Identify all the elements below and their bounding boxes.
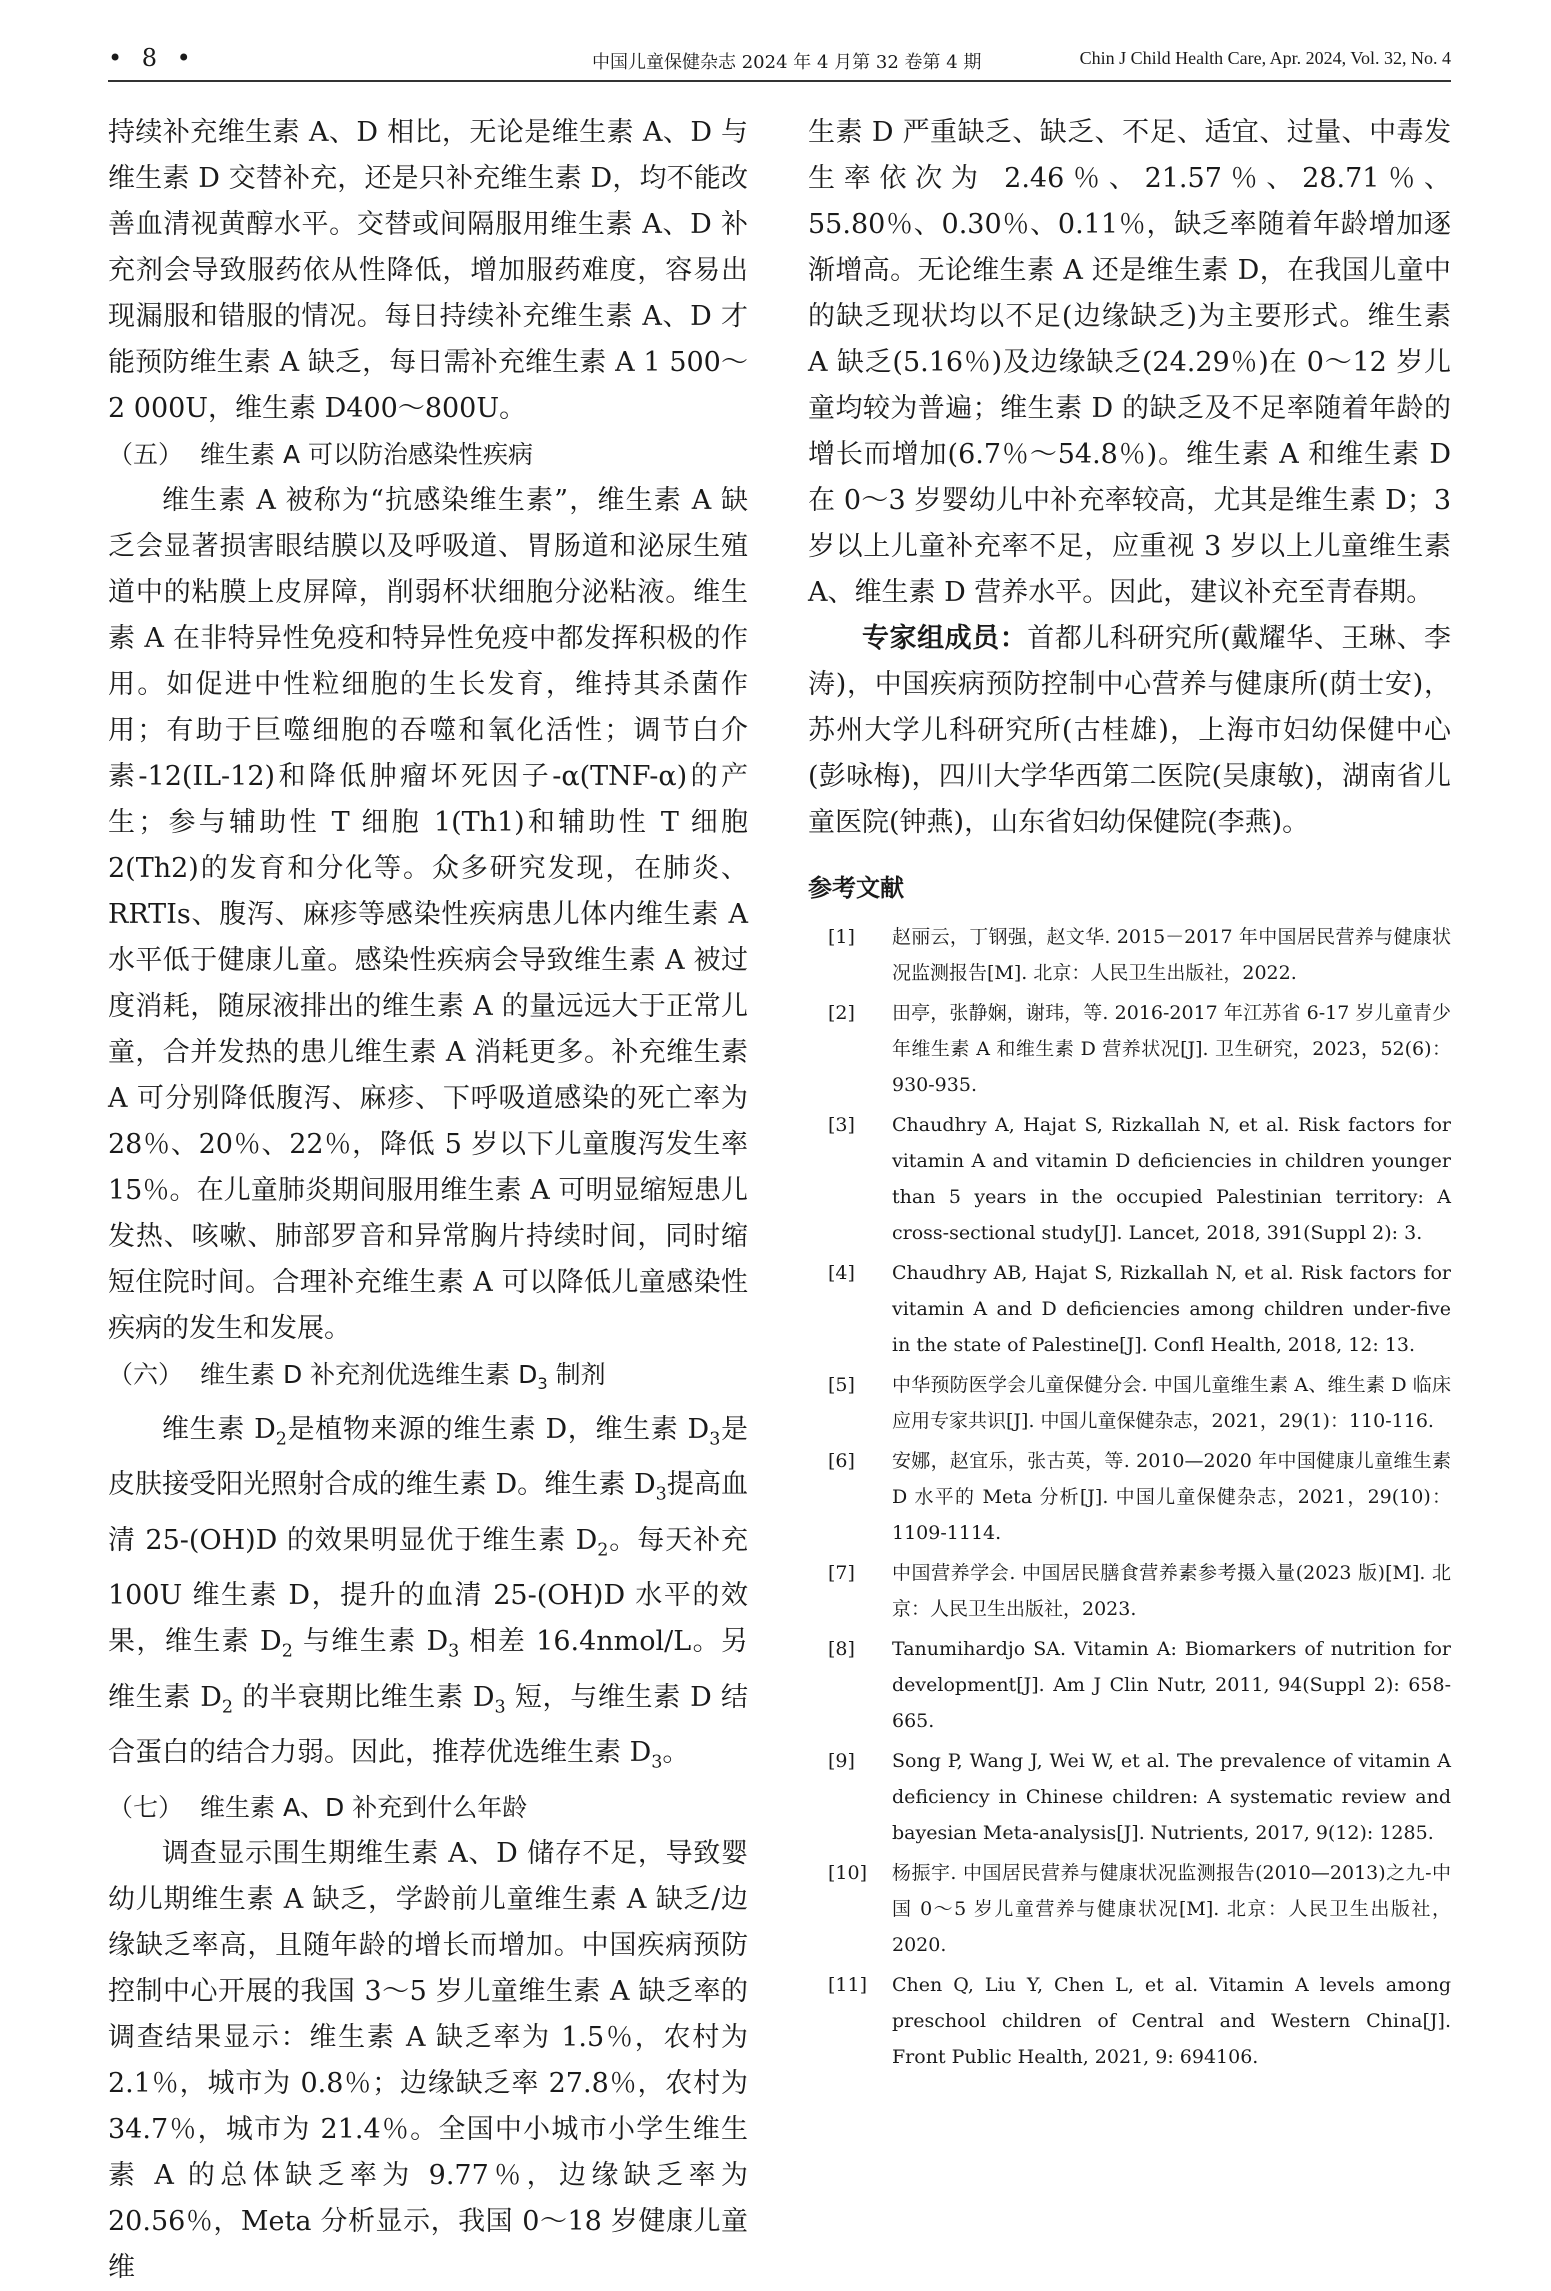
reference-number: [11] (828, 1974, 868, 1996)
reference-list (808, 919, 1451, 2075)
reference-text: 安娜，赵宜乐，张古英，等. 2010—2020 年中国健康儿童维生素 D 水平的 Meta 分析[J]. 中国儿童保健杂志，2021，29(10)：1109-1114. (892, 1450, 1451, 1544)
text-run: 相差 16.4nmol/L。另维生素 D (108, 1626, 748, 1713)
section-heading (108, 1785, 748, 1831)
left-column (108, 110, 748, 2291)
journal-title-cn: 中国儿童保健杂志 2024 年 4 月第 32 卷第 4 期 (592, 52, 982, 73)
reference-item (808, 1443, 1451, 1551)
reference-number: [9] (828, 1750, 855, 1772)
reference-number: [5] (828, 1374, 855, 1396)
reference-text: 赵丽云，丁钢强，赵文华. 2015－2017 年中国居民营养与健康状况监测报告[M]. 北京：人民卫生出版社，2022. (892, 926, 1451, 984)
subscript: 2 (275, 1429, 287, 1450)
reference-item (808, 1367, 1451, 1439)
subscript: 3 (655, 1484, 667, 1505)
section-title-suffix: 制剂 (547, 1360, 606, 1389)
section-heading (108, 1352, 748, 1407)
reference-text: 中华预防医学会儿童保健分会. 中国儿童维生素 A、维生素 D 临床应用专家共识[J]. 中国儿童保健杂志，2021，29(1)：110-116. (892, 1374, 1451, 1432)
subscript: 2 (597, 1540, 609, 1561)
text-run: 是皮肤接受阳光照射合成的维生素 D。维生素 D (108, 1414, 748, 1501)
reference-item (808, 1107, 1451, 1251)
reference-item (808, 1555, 1451, 1627)
text-run: 提高血清 25-(OH)D 的效果明显优于维生素 D (108, 1469, 749, 1556)
reference-number: [10] (828, 1862, 868, 1884)
reference-text: Song P, Wang J, Wei W, et al. The prevalence of vitamin A deficiency in Chinese children: A systematic review and bayesian Meta-analysis[J]. Nutrients, 2017, 9(12): 1285. (892, 1750, 1451, 1844)
reference-text: Chaudhry A, Hajat S, Rizkallah N, et al. Risk factors for vitamin A and vitamin D deficiencies in children younger than 5 years in the occupied Palestinian territory: A cross-sectional study[J]. Lancet, 2018, 391(Suppl 2): 3. (892, 1114, 1451, 1244)
paragraph: 调查显示围生期维生素 A、D 储存不足，导致婴幼儿期维生素 A 缺乏，学龄前儿童维生素 A 缺乏/边缘缺乏率高，且随年龄的增长而增加。中国疾病预防控制中心开展的我国 3～5 岁儿童维生素 A 缺乏率的调查结果显示：维生素 A 缺乏率为 1.5％，农村为 2.1％，城市为 0.8％；边缘缺乏率 27.8％，农村为 34.7％，城市为 21.4％。全国中小城市小学生维生素 A 的总体缺乏率为 9.77％，边缘缺乏率为 20.56％，Meta 分析显示，我国 0～18 岁健康儿童维 (108, 1838, 748, 2284)
reference-item (808, 1631, 1451, 1739)
reference-text: 田亭，张静娴，谢玮，等. 2016-2017 年江苏省 6-17 岁儿童青少年维生素 A 和维生素 D 营养状况[J]. 卫生研究，2023，52(6)：930-935. (892, 1002, 1451, 1096)
expert-text: 首都儿科研究所(戴耀华、王琳、李涛)，中国疾病预防控制中心营养与健康所(荫士安)，苏州大学儿科研究所(古桂雄)，上海市妇幼保健中心(彭咏梅)，四川大学华西第二医院(吴康敏)，湖南省儿童医院(钟燕)，山东省妇幼保健院(李燕)。 (808, 623, 1451, 838)
journal-title-en: Chin J Child Health Care, Apr. 2024, Vol. 32, No. 4 (1079, 48, 1451, 68)
subscript: 3 (448, 1641, 460, 1662)
subscript: 3 (537, 1374, 548, 1393)
section-title: 维生素 A 可以防治感染性疾病 (200, 440, 533, 469)
paragraph: 生素 D 严重缺乏、缺乏、不足、适宜、过量、中毒发生率依次为 2.46％、21.57％、28.71％、55.80％、0.30％、0.11％，缺乏率随着年龄增加逐渐增高。无论维生素 A 还是维生素 D，在我国儿童中的缺乏现状均以不足(边缘缺乏)为主要形式。维生素 A 缺乏(5.16％)及边缘缺乏(24.29％)在 0～12 岁儿童均较为普遍；维生素 D 的缺乏及不足率随着年龄的增长而增加(6.7％～54.8％)。维生素 A 和维生素 D 在 0～3 岁婴幼儿中补充率较高，尤其是维生素 D；3 岁以上儿童补充率不足，应重视 3 岁以上儿童维生素 A、维生素 D 营养水平。因此，建议补充至青春期。 (808, 117, 1451, 608)
reference-number: [1] (828, 926, 855, 948)
paragraph: 持续补充维生素 A、D 相比，无论是维生素 A、D 与维生素 D 交替补充，还是只补充维生素 D，均不能改善血清视黄醇水平。交替或间隔服用维生素 A、D 补充剂会导致服药依从性降低，增加服药难度，容易出现漏服和错服的情况。每日持续补充维生素 A、D 才能预防维生素 A 缺乏，每日需补充维生素 A 1 500～2 000U，维生素 D400～800U。 (108, 117, 748, 424)
text-run: 。 (662, 1736, 690, 1768)
text-run: 的半衰期比维生素 D (233, 1681, 495, 1713)
references-heading: 参考文献 (808, 874, 904, 902)
reference-item (808, 1255, 1451, 1363)
reference-item (808, 919, 1451, 991)
paragraph: 维生素 A 被称为“抗感染维生素”，维生素 A 缺乏会显著损害眼结膜以及呼吸道、胃肠道和泌尿生殖道中的粘膜上皮屏障，削弱杯状细胞分泌粘液。维生素 A 在非特异性免疫和特异性免疫中都发挥积极的作用。如促进中性粒细胞的生长发育，维持其杀菌作用；有助于巨噬细胞的吞噬和氧化活性；调节白介素-12(IL-12)和降低肿瘤坏死因子-α(TNF-α)的产生；参与辅助性 T 细胞 1(Th1)和辅助性 T 细胞 2(Th2)的发育和分化等。众多研究发现，在肺炎、RRTIs、腹泻、麻疹等感染性疾病患儿体内维生素 A 水平低于健康儿童。感染性疾病会导致维生素 A 被过度消耗，随尿液排出的维生素 A 的量远远大于正常儿童，合并发热的患儿维生素 A 消耗更多。补充维生素 A 可分别降低腹泻、麻疹、下呼吸道感染的死亡率为 28％、20％、22％，降低 5 岁以下儿童腹泻发生率 15％。在儿童肺炎期间服用维生素 A 可明显缩短患儿发热、咳嗽、肺部罗音和异常胸片持续时间，同时缩短住院时间。合理补充维生素 A 可以降低儿童感染性疾病的发生和发展。 (108, 485, 748, 1344)
section-title: 维生素 D 补充剂优选维生素 D (200, 1360, 538, 1389)
right-column (808, 110, 1451, 2079)
subscript: 3 (709, 1429, 721, 1450)
reference-text: Chaudhry AB, Hajat S, Rizkallah N, et al. Risk factors for vitamin A and D deficiencies among children under-five in the state of Palestine[J]. Confl Health, 2018, 12: 13. (892, 1262, 1451, 1356)
reference-number: [3] (828, 1114, 855, 1136)
reference-text: 中国营养学会. 中国居民膳食营养素参考摄入量(2023 版)[M]. 北京：人民卫生出版社，2023. (892, 1562, 1451, 1620)
section-heading (108, 432, 748, 478)
reference-item (808, 995, 1451, 1103)
subscript: 2 (281, 1641, 293, 1662)
paragraph (108, 1407, 748, 1785)
expert-members (808, 616, 1451, 846)
expert-label: 专家组成员： (862, 623, 1028, 654)
reference-item (808, 1743, 1451, 1851)
page-number: • 8 • (108, 44, 197, 72)
section-number: （七） (108, 1793, 184, 1823)
reference-number: [6] (828, 1450, 855, 1472)
reference-item (808, 1855, 1451, 1963)
reference-number: [8] (828, 1638, 855, 1660)
text-run: 是植物来源的维生素 D，维生素 D (286, 1414, 710, 1445)
reference-number: [4] (828, 1262, 855, 1284)
reference-text: Tanumihardjo SA. Vitamin A: Biomarkers of nutrition for development[J]. Am J Clin Nutr, 2011, 94(Suppl 2): 658-665. (892, 1638, 1451, 1732)
subscript: 3 (494, 1696, 506, 1717)
section-number: （五） (108, 440, 184, 469)
reference-item (808, 1967, 1451, 2075)
subscript: 3 (651, 1752, 663, 1773)
section-title: 维生素 A、D 补充到什么年龄 (200, 1793, 528, 1823)
reference-text: Chen Q, Liu Y, Chen L, et al. Vitamin A levels among preschool children of Central and Western China[J]. Front Public Health, 2021, 9: 694106. (892, 1974, 1451, 2068)
page-header (108, 40, 1451, 82)
reference-number: [7] (828, 1562, 855, 1584)
reference-text: 杨振宇. 中国居民营养与健康状况监测报告(2010—2013)之九-中国 0～5 岁儿童营养与健康状况[M]. 北京：人民卫生出版社，2020. (892, 1862, 1451, 1956)
subscript: 2 (221, 1696, 234, 1717)
section-number: （六） (108, 1360, 184, 1389)
text-run: 维生素 D (162, 1414, 276, 1445)
text-run: 与维生素 D (292, 1626, 449, 1658)
text-run: 。每天补充 100U 维生素 D，提升的血清 25-(OH)D 水平的效果，维生素 D (108, 1524, 748, 1658)
text-run: 短，与维生素 D 结合蛋白的结合力弱。因此，推荐优选维生素 D (108, 1681, 748, 1768)
reference-number: [2] (828, 1002, 855, 1024)
